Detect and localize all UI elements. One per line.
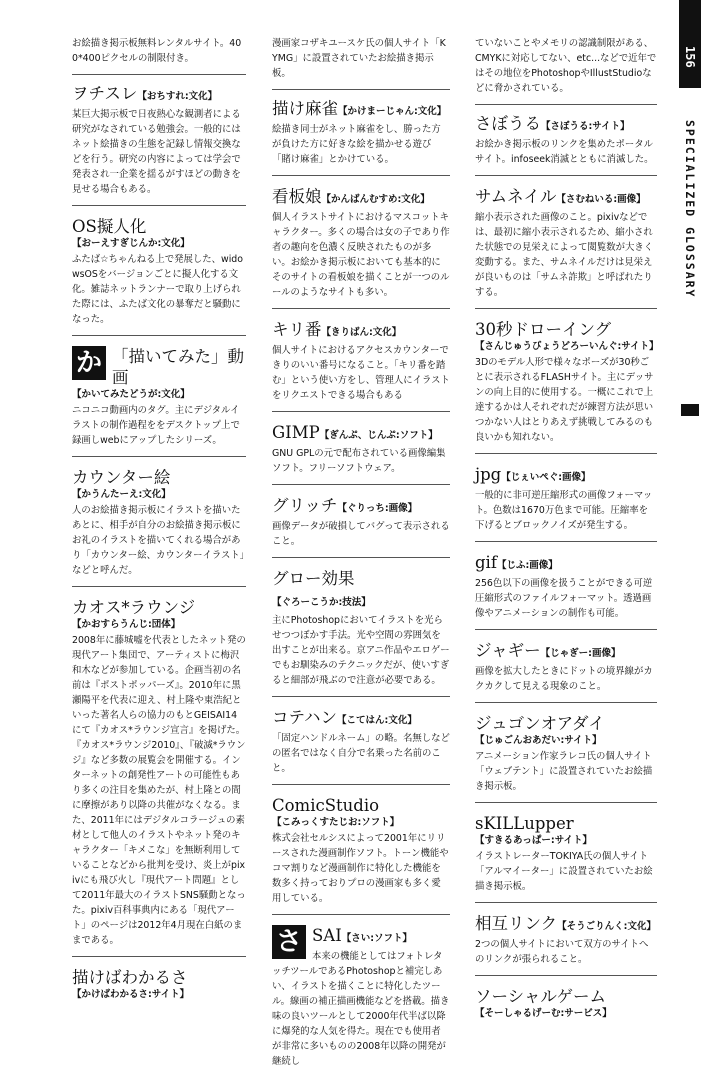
index-tab-marker xyxy=(681,404,699,416)
entry-reading: 【すきるあっぱー:サイト】 xyxy=(475,835,593,846)
entry-description: GNU GPLの元で配布されている画像編集ソフト。フリーソフトウェア。 xyxy=(272,448,446,474)
glossary-entry xyxy=(475,813,657,903)
entry-term: 「描いてみた」動画 xyxy=(112,347,244,387)
glossary-entry xyxy=(72,346,246,457)
entry-term: コテハン【こてはん:文化】 xyxy=(272,708,417,727)
entry-description: 絵描き同士がネット麻雀をし、勝った方が負けた方に好きな絵を描かせる遊び「賭け麻雀」とかけている。 xyxy=(272,124,441,165)
glossary-entry xyxy=(475,713,657,803)
entry-reading: 【こみっくすたじお:ソフト】 xyxy=(272,817,400,828)
entry-term: gif【じふ:画像】 xyxy=(475,553,558,572)
glossary-entry xyxy=(475,319,657,454)
glossary-entry xyxy=(72,467,246,587)
glossary-entry xyxy=(272,319,450,412)
entry-term: 看板娘【かんばんむすめ:文化】 xyxy=(272,187,430,206)
entry-reading: 【さんじゅうびょうどろーいんぐ:サイト】 xyxy=(475,341,659,352)
glossary-entry xyxy=(272,495,450,558)
entry-description: アニメーション作家ラレコ氏の個人サイト「ウェブテント」に設置されていたお絵描き掲示板。 xyxy=(475,751,653,792)
entry-reading: 【かけばわかるさ:サイト】 xyxy=(72,989,190,1000)
glossary-entry xyxy=(475,186,657,309)
column-2 xyxy=(272,36,450,1069)
entry-term: GIMP【ぎんぷ、じんぷ:ソフト】 xyxy=(272,423,438,442)
entry-term: グリッチ【ぐりっち:画像】 xyxy=(272,496,418,515)
entry-reading: 【そーしゃるげーむ:サービス】 xyxy=(475,1008,612,1019)
entry-reading: 【かうんたーえ:文化】 xyxy=(72,489,171,500)
entry-term: jpg【じぇいぺぐ:画像】 xyxy=(475,465,591,484)
entry-term: 30秒ドローイング xyxy=(475,320,612,339)
entry-term: OS擬人化 xyxy=(72,217,147,236)
glossary-entry xyxy=(475,913,657,976)
kana-index-badge: さ xyxy=(272,925,306,959)
entry-reading: 【かいてみたどうが:文化】 xyxy=(72,389,190,400)
column-1 xyxy=(72,36,246,1003)
entry-term: カオス*ラウンジ xyxy=(72,598,196,617)
glossary-entry xyxy=(272,925,450,1069)
glossary-entry xyxy=(272,707,450,785)
entry-description: 某巨大掲示板で日夜熱心な観測者による研究がなされている勉強会。一般的にはネット絵描きの生態を記録し情報交換などを行う。研究の内容によっては学会で発表され一企業を揺るがすほどの動きを見せる場合もある。 xyxy=(72,109,241,195)
entry-term: ヲチスレ【おちすれ:文化】 xyxy=(72,84,218,103)
entry-reading: 【おーえすぎじんか:文化】 xyxy=(72,238,190,249)
entry-term: ソーシャルゲーム xyxy=(475,987,607,1006)
glossary-entry xyxy=(272,98,450,176)
glossary-entry xyxy=(272,795,450,915)
entry-term: さぼうる【さぼうる:サイト】 xyxy=(475,114,630,133)
entry-term: 相互リンク【そうごりんく:文化】 xyxy=(475,914,656,933)
glossary-entry xyxy=(475,640,657,703)
entry-description: 「固定ハンドルネーム」の略。名無しなどの匿名ではなく自分で名乗った名前のこと。 xyxy=(272,733,450,774)
glossary-entry xyxy=(475,552,657,630)
entry-description: 画像を拡大したときにドットの境界線がカクカクして見える現象のこと。 xyxy=(475,666,653,692)
kana-index-badge: か xyxy=(72,346,106,380)
entry-reading: 【かおすらうんじ:団体】 xyxy=(72,619,181,630)
entry-description: 株式会社セルシスによって2001年にリリースされた漫画制作ソフト。トーン機能やコマ割りなど漫画制作に特化した機能を数多く持っておりプロの漫画家も多く愛用している。 xyxy=(272,833,449,904)
entry-description: 人のお絵描き掲示板にイラストを描いたあとに、相手が自分のお絵描き掲示板にお礼のイラストを描いてくれる場合があり「カウンター絵、カウンターイラスト」などと呼んだ。 xyxy=(72,505,245,576)
entry-term: カウンター絵 xyxy=(72,468,171,487)
glossary-entry xyxy=(475,113,657,176)
glossary-entry xyxy=(72,216,246,336)
entry-description: 一般的に非可逆圧縮形式の画像フォーマット。色数は1670万色まで可能。圧縮率を下げるとブロックノイズが発生する。 xyxy=(475,490,653,531)
glossary-entry xyxy=(272,186,450,309)
entry-description: 本来の機能としてはフォトレタッチツールであるPhotoshopと補完しあい、イラストを描くことに特化したツール。線画の補正描画機能などを搭載。描き味の良いツールとして2000年代半ば以降に爆発的な人気を得た。現在でも使用者が非常に多いものの2008年以降の開発が継続し xyxy=(272,951,450,1067)
entry-description: ふたば☆ちゃんねる上で発展した、widowsOSをバージョンごとに擬人化する文化。雑誌ネットランナーで取り上げられた際には、ふたば文化の暴奪だと騒動になった。 xyxy=(72,254,243,325)
entry-description: 縮小表示された画像のこと。pixivなどでは、最初に縮小表示されるため、縮小された状態での見栄えによって閲覧数が大きく変動する。また、サムネイルだけは見栄えが良いものは「サムネ詐欺」と呼ばれたりする。 xyxy=(475,212,654,298)
entry-term: キリ番【きりばん:文化】 xyxy=(272,320,402,339)
page-number: 156 xyxy=(683,46,697,68)
entry-term: sKILLupper xyxy=(475,814,574,833)
intro-text: 漫画家コザキユースケ氏の個人サイト「KYMG」に設置されていたお絵描き掲示板。 xyxy=(272,36,450,90)
entry-term: SAI【さい:ソフト】 xyxy=(312,926,413,945)
entry-description: 個人イラストサイトにおけるマスコットキャラクター。多くの場合は女の子であり作者の趣向を色濃く反映されたものが多い。お絵かき掲示板においても基本的にそのサイトの看板娘を描くことが一つのルールのようなサイトも多い。 xyxy=(272,212,450,298)
entry-description: 3Dのモデル人形で様々なポーズが30秒ごとに表示されるFLASHサイト。主にデッサンの向上目的に使用する。一概にこれで上達するかは人それぞれだが練習方法が思いつかない人はとりあえず挑戦してみるのも良いかも知れない。 xyxy=(475,357,654,443)
glossary-entry xyxy=(475,464,657,542)
entry-description: お絵かき掲示板のリンクを集めたポータルサイト。infoseek消滅とともに消滅した。 xyxy=(475,139,654,165)
entry-description: 主にPhotoshopにおいてイラストを光らせつつぼかす手法。光や空間の雰囲気を出すことが出来る。京アニ作品やエロゲーでもお馴染みのテクニックだが、使いすぎると細部が飛ぶので注意が必要である。 xyxy=(272,615,450,686)
entry-term: ジュゴンオアダイ xyxy=(475,714,605,733)
entry-term: 描け麻雀【かけまーじゃん:文化】 xyxy=(272,99,447,118)
entry-term: ジャギー【じゃぎー:画像】 xyxy=(475,641,621,660)
entry-description: 2つの個人サイトにおいて双方のサイトへのリンクが張られること。 xyxy=(475,939,649,965)
glossary-entry xyxy=(272,422,450,485)
entry-term: 描けばわかるさ xyxy=(72,968,188,987)
entry-term: グロー効果【ぐろーこうか:技法】 xyxy=(272,569,371,608)
column-3 xyxy=(475,36,657,1022)
glossary-entry xyxy=(72,967,246,1001)
entry-term: ComicStudio xyxy=(272,796,380,815)
entry-description: 画像データが破損してバグって表示されること。 xyxy=(272,521,450,547)
entry-reading: 【じゅごんおあだい:サイト】 xyxy=(475,735,602,746)
entry-description: 256色以下の画像を扱うことができる可逆圧縮形式のファイルフォーマット。透過画像やアニメーションの制作も可能。 xyxy=(475,578,653,619)
entry-description: 2008年に藤城嘘を代表としたネット発の現代アート集団で、アーティストに梅沢和木などが参加している。企画当初の名前は『ポストポッパーズ』。2010年に黒瀬陽平を代表に迎え、村上隆や東浩紀といった著名人らの協力のもとGEISAI14にて『カオス*ラウンジ宣言』を掲げた。『カオス*ラウンジ2010』、『破滅*ラウンジ』など多数の展覧会を開催する。インターネットの創発性アートの可能性もあり多くの注目を集めたが、村上隆との間に摩擦があり以降の共催がなくなる。また、2011年にはデジタルコラージュの素材として他人のイラストやネット発のキャラクター「キメこな」を無断利用していることなどから批判を受け、炎上がpixivにも飛び火し『現代アート問題』として2011年最大のイラストSNS騒動となった。pixiv百科事典内にある「現代アート」のページは2012年4月現在白紙のままである。 xyxy=(72,635,246,946)
entry-description: ニコニコ動画内のタグ。主にデジタルイラストの制作過程ををデスクトップ上で録画しwebにアップしたシリーズ。 xyxy=(72,405,240,446)
entry-description: 個人サイトにおけるアクセスカウンターできりのいい番号になること。「キリ番を踏む」という使い方をし、管理人にイラストをリクエストできる場合もある xyxy=(272,345,450,401)
intro-text: お絵描き掲示板無料レンタルサイト。400*400ピクセルの制限付き。 xyxy=(72,36,246,75)
glossary-entry xyxy=(475,986,657,1020)
glossary-entry xyxy=(272,568,450,697)
entry-term: サムネイル【さむねいる:画像】 xyxy=(475,187,646,206)
entry-description: イラストレーターTOKIYA氏の個人サイト「アルマイーター」に設置されていたお絵描き掲示板。 xyxy=(475,851,653,892)
section-title: SPECIALIZED GLOSSARY xyxy=(683,120,697,299)
page-number-box xyxy=(679,0,701,88)
intro-text: ていないことやメモリの認識制限がある、CMYKに対応してない、etc...などで近年ではその地位をPhotoshopやIllustStudioなどに脅かされている。 xyxy=(475,36,657,105)
glossary-entry xyxy=(72,83,246,206)
glossary-entry xyxy=(72,597,246,957)
